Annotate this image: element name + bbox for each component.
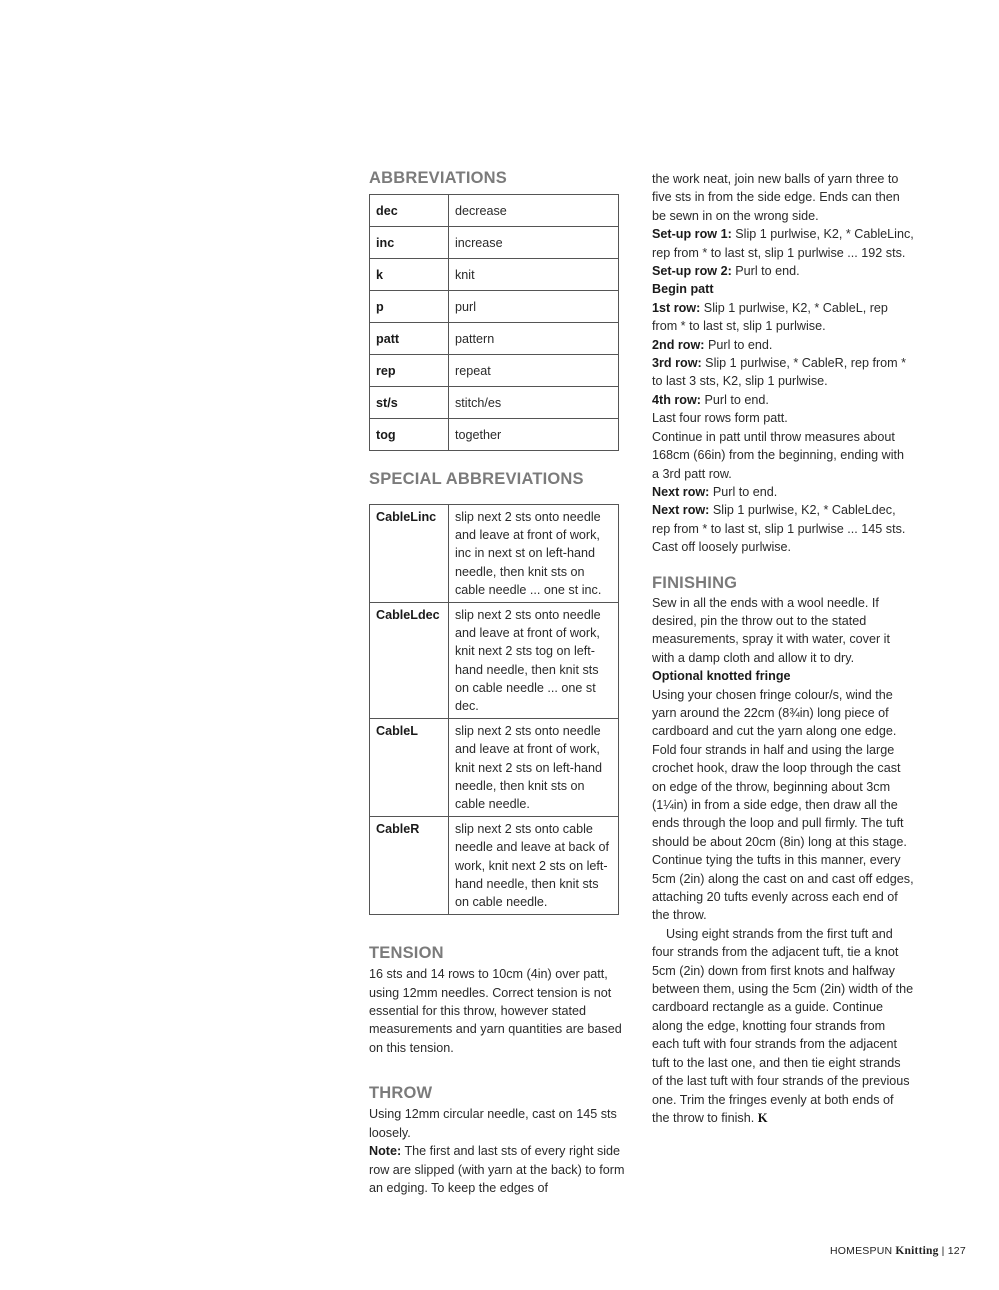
pattern-instructions [652, 170, 914, 557]
abbreviation-meaning: pattern [449, 323, 619, 355]
throw-text: Using 12mm circular needle, cast on 145 sts loosely. [369, 1107, 617, 1140]
special-abbreviation-row [370, 603, 619, 719]
abbreviation-row [370, 259, 619, 291]
next-row-2-label: Next row: [652, 503, 710, 518]
continue-text: Continue in patt until throw measures about 168cm (66in) from the beginning, ending with a 3rd patt row. [652, 429, 905, 481]
abbreviation-meaning: slip next 2 sts onto needle and leave at front of work, inc in next st on left-hand needle, then knit sts on cable needle ... one st inc. [449, 505, 619, 603]
special-abbreviations-table [369, 504, 619, 915]
row-1-label: 1st row: [652, 300, 701, 315]
special-abbreviation-row [370, 817, 619, 915]
special-abbreviation-row [370, 719, 619, 817]
fringe-label: Optional knotted fringe [652, 669, 791, 684]
fringe-text: Using your chosen fringe colour/s, wind the yarn around the 22cm (8¾in) long piece of cardboard and cut the yarn along one edge. Fold four strands in half and using the large crochet hook, draw the loop through the cast on edge of the throw, beginning about 3cm (1¼in) in from a side edge, then draw all the ends through the loop and pull firmly. The tuft should be about 20cm (8in) long at this stage. Continue tying the tufts in this manner, every 5cm (2in) along the cast on and cast off edges, attaching 20 tufts evenly across each end of the throw. [652, 687, 914, 923]
special-abbreviation-row [370, 505, 619, 603]
abbreviation-meaning: increase [449, 227, 619, 259]
finishing-heading: FINISHING [652, 573, 738, 592]
abbreviation-meaning: knit [449, 259, 619, 291]
row-4-text: Purl to end. [700, 392, 769, 407]
abbreviation-meaning: slip next 2 sts onto needle and leave at front of work, knit next 2 sts on left-hand needle, then knit sts on cable needle. [449, 719, 619, 817]
end-mark: K [757, 1110, 768, 1125]
abbreviation-row [370, 195, 619, 227]
abbreviation-term: st/s [370, 387, 449, 419]
setup-row-1-text: Slip 1 purlwise, K2, * CableLinc, rep from * to last st, slip 1 purlwise ... 192 sts. [652, 227, 914, 260]
row-2-text: Purl to end. [704, 337, 773, 352]
fringe-text-2-content: Using eight strands from the first tuft and four strands from the adjacent tuft, tie a knot 5cm (2in) down from first knots and halfway between them, using the 5cm (2in) width of the cardboard rectangle as a guide. Continue along the edge, knotting four strands from each tuft with four strands from the adjacent tuft to the last one, and then tie eight strands of the last tuft with four strands of the previous one. Trim the fringes evenly at both ends of the throw to finish. [652, 926, 914, 1125]
magazine-name: HOMESPUN [830, 1245, 893, 1257]
abbreviation-term: CableL [370, 719, 449, 817]
magazine-name-knitting: Knitting [895, 1245, 939, 1257]
page-footer [830, 1245, 966, 1257]
last-four-rows: Last four rows form patt. [652, 411, 788, 426]
footer-separator: | [941, 1245, 945, 1257]
row-2 [652, 336, 914, 354]
left-column [369, 168, 631, 1197]
setup-row-2-label: Set-up row 2: [652, 264, 732, 279]
abbreviation-meaning: slip next 2 sts onto cable needle and leave at back of work, knit next 2 sts on left-hand needle, then knit sts on cable needle. [449, 817, 619, 915]
row-2-label: 2nd row: [652, 337, 705, 352]
abbreviation-meaning: together [449, 419, 619, 451]
cast-off-text: Cast off loosely purlwise. [652, 540, 792, 555]
setup-row-1-label: Set-up row 1: [652, 227, 732, 242]
next-row-1 [652, 483, 914, 501]
abbreviations-table [369, 194, 619, 451]
continued-text: the work neat, join new balls of yarn three to five sts in from the side edge. Ends can then be sewn in on the wrong side. [652, 172, 900, 223]
abbreviation-meaning: repeat [449, 355, 619, 387]
setup-row-2-text: Purl to end. [731, 264, 800, 279]
next-row-1-text: Purl to end. [709, 484, 778, 499]
abbreviation-term: inc [370, 227, 449, 259]
abbreviation-term: CableR [370, 817, 449, 915]
note-text: The first and last sts of every right side row are slipped (with yarn at the back) to form an edging. To keep the edges of [369, 1144, 625, 1195]
abbreviation-meaning: stitch/es [449, 387, 619, 419]
next-row-2-text: Slip 1 purlwise, K2, * CableLdec, rep from * to last st, slip 1 purlwise ... 145 sts. [652, 503, 906, 536]
finishing-text: Sew in all the ends with a wool needle. If desired, pin the throw out to the stated measurements, spray it with water, cover it with a damp cloth and allow it to dry. [652, 595, 890, 665]
row-4 [652, 391, 914, 409]
page-number: 127 [947, 1245, 966, 1257]
abbreviation-row [370, 387, 619, 419]
abbreviation-term: k [370, 259, 449, 291]
row-1 [652, 299, 914, 336]
abbreviation-term: CableLdec [370, 603, 449, 719]
next-row-1-label: Next row: [652, 484, 710, 499]
setup-row-1 [652, 225, 914, 262]
abbreviation-meaning: slip next 2 sts onto needle and leave at front of work, knit next 2 sts tog on left-hand needle, then knit sts on cable needle ... one st dec. [449, 603, 619, 719]
begin-patt-label: Begin patt [652, 282, 714, 297]
tension-heading: TENSION [369, 944, 444, 963]
row-3 [652, 354, 914, 391]
row-1-text: Slip 1 purlwise, K2, * CableL, rep from * to last st, slip 1 purlwise. [652, 300, 888, 334]
abbreviation-term: p [370, 291, 449, 323]
fringe-text-2 [652, 925, 914, 1127]
tension-text: 16 sts and 14 rows to 10cm (4in) over patt, using 12mm needles. Correct tension is not essential for this throw, however stated measurements and yarn quantities are based on this tension. [369, 967, 622, 1055]
row-4-label: 4th row: [652, 392, 701, 407]
abbreviation-row [370, 355, 619, 387]
right-column [652, 170, 914, 1127]
abbreviation-term: tog [370, 419, 449, 451]
row-3-text: Slip 1 purlwise, * CableR, rep from * to last 3 sts, K2, slip 1 purlwise. [652, 356, 907, 389]
abbreviation-row [370, 419, 619, 451]
abbreviations-heading: ABBREVIATIONS [369, 169, 507, 187]
throw-heading: THROW [369, 1084, 433, 1103]
abbreviation-row [370, 291, 619, 323]
abbreviation-term: CableLinc [370, 505, 449, 603]
note-label: Note: [369, 1144, 402, 1159]
abbreviation-term: dec [370, 195, 449, 227]
abbreviation-row [370, 323, 619, 355]
next-row-2 [652, 501, 914, 538]
throw-body [369, 1105, 631, 1197]
special-abbreviations-heading: SPECIAL ABBREVIATIONS [369, 470, 584, 488]
abbreviation-meaning: decrease [449, 195, 619, 227]
throw-note [369, 1142, 631, 1197]
abbreviation-row [370, 227, 619, 259]
setup-row-2 [652, 262, 914, 280]
abbreviation-term: rep [370, 355, 449, 387]
row-3-label: 3rd row: [652, 356, 702, 371]
finishing-body [652, 594, 914, 1128]
abbreviation-term: patt [370, 323, 449, 355]
abbreviation-meaning: purl [449, 291, 619, 323]
